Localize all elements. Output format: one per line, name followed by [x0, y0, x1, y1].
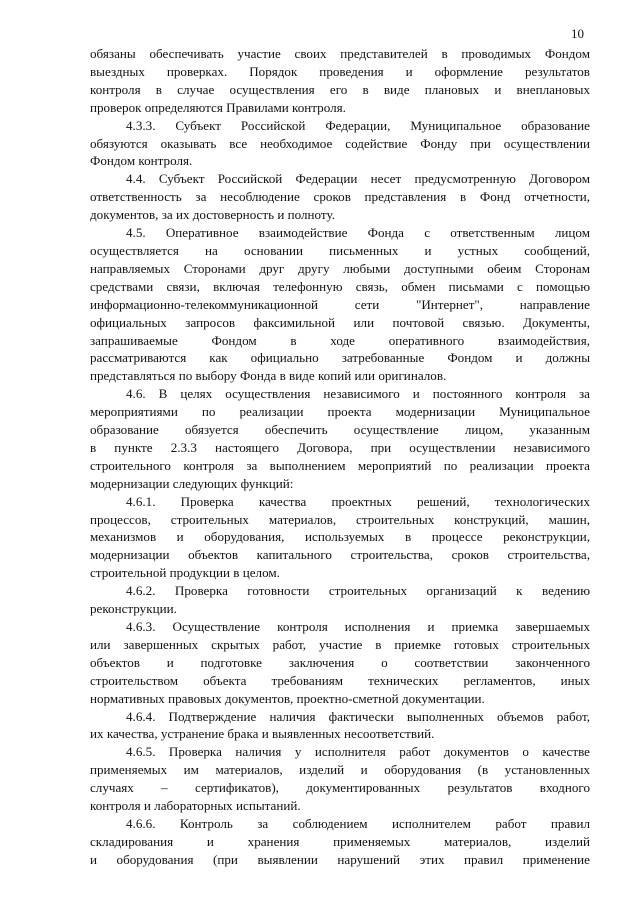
- text-line: 4.5. Оперативное взаимодействие Фонда с ответственным лицом: [126, 225, 590, 241]
- paragraph-4-6-3: [90, 618, 590, 708]
- paragraph-cont: [90, 45, 590, 117]
- text-line: документов, за их достоверность и полноту.: [90, 207, 335, 223]
- text-line: информационно-телекоммуникационной сети "Интернет", направление: [90, 296, 590, 312]
- text-line: 4.3.3. Субъект Российской Федерации, Муниципальное образование: [126, 117, 590, 133]
- text-line: образование обязуется обеспечить осуществление лицом, указанным: [90, 422, 590, 438]
- text-line: процессов, строительных материалов, строительных конструкций, машин,: [90, 511, 590, 527]
- text-line: средствами связи, включая телефонную связь, обмен письмами с помощью: [90, 278, 590, 294]
- text-line: официальных запросов факсимильной или почтовой связью. Документы,: [90, 314, 590, 330]
- text-line: рассматриваются как официально затребованные Фондом и должны: [90, 350, 590, 366]
- text-line: применяемых им материалов, изделий и оборудования (в установленных: [90, 762, 590, 778]
- text-line: осуществляется на основании письменных и устных сообщений,: [90, 242, 590, 258]
- text-line: строительством объекта требованиям технических регламентов, иных: [90, 672, 590, 688]
- text-line: или завершенных скрытых работ, участие в приемке готовых строительных: [90, 636, 590, 652]
- text-line: 4.6.2. Проверка готовности строительных организаций к ведению: [126, 583, 590, 599]
- text-line: выездных проверках. Порядок проведения и оформление результатов: [90, 63, 590, 79]
- text-line: 4.4. Субъект Российской Федерации несет предусмотренную Договором: [126, 171, 590, 187]
- text-line: 4.6. В целях осуществления независимого и постоянного контроля за: [126, 386, 590, 402]
- text-line: проверок определяются Правилами контроля.: [90, 99, 346, 115]
- text-line: направляемых Сторонами друг другу любыми доступными обеим Сторонам: [90, 260, 590, 276]
- paragraph-4-6-2: [90, 582, 590, 618]
- text-line: контроля и лабораторных испытаний.: [90, 798, 301, 814]
- text-line: случаях – сертификатов), документированных результатов входного: [90, 780, 590, 796]
- text-line: механизмов и оборудования, используемых в процессе реконструкции,: [90, 529, 590, 545]
- text-line: Фондом контроля.: [90, 153, 193, 169]
- text-line: 4.6.1. Проверка качества проектных решений, технологических: [126, 493, 590, 509]
- text-line: строительной продукции в целом.: [90, 565, 280, 581]
- paragraph-4-5: [90, 224, 590, 385]
- text-line: модернизации объектов капитального строительства, сроков строительства,: [90, 547, 590, 563]
- paragraph-4-6-4: [90, 708, 590, 744]
- text-line: контроля в случае осуществления его в виде плановых и внеплановых: [90, 81, 590, 97]
- text-line: 4.6.4. Подтверждение наличия фактически выполненных объемов работ,: [126, 708, 590, 724]
- document-body: [90, 45, 590, 869]
- text-line: объектов и подготовке заключения о соответствии законченного: [90, 654, 590, 670]
- text-line: их качества, устранение брака и выявленных несоответствий.: [90, 726, 435, 742]
- text-line: обязаны обеспечивать участие своих представителей в проводимых Фондом: [90, 46, 590, 61]
- text-line: в пункте 2.3.3 настоящего Договора, при осуществлении независимого: [90, 439, 590, 455]
- text-line: представляться по выбору Фонда в виде копий или оригиналов.: [90, 368, 447, 384]
- text-line: 4.6.6. Контроль за соблюдением исполнителем работ правил: [126, 815, 590, 831]
- paragraph-4-6-5: [90, 743, 590, 815]
- text-line: обязуются оказывать все необходимое содействие Фонду при осуществлении: [90, 135, 590, 151]
- text-line: и оборудования (при выявлении нарушений этих правил применение: [90, 851, 590, 867]
- paragraph-4-4: [90, 170, 590, 224]
- text-line: 4.6.3. Осуществление контроля исполнения и приемка завершаемых: [126, 619, 590, 634]
- text-line: складирования и хранения применяемых материалов, изделий: [90, 833, 590, 849]
- text-line: мероприятиями по реализации проекта модернизации Муниципальное: [90, 404, 590, 420]
- page-number: 10: [571, 26, 584, 41]
- text-line: 4.6.5. Проверка наличия у исполнителя работ документов о качестве: [126, 744, 590, 760]
- text-line: реконструкции.: [90, 601, 177, 617]
- text-line: строительного контроля за выполнением мероприятий по реализации проекта: [90, 457, 590, 473]
- paragraph-4-6: [90, 385, 590, 492]
- text-line: нормативных правовых документов, проектно-сметной документации.: [90, 690, 485, 706]
- text-line: запрашиваемые Фондом в ходе оперативного взаимодействия,: [90, 332, 590, 348]
- paragraph-4-3-3: [90, 117, 590, 171]
- text-line: модернизации следующих функций:: [90, 475, 294, 491]
- text-line: ответственность за несоблюдение сроков представления в Фонд отчетности,: [90, 189, 590, 205]
- paragraph-4-6-6: [90, 815, 590, 869]
- paragraph-4-6-1: [90, 493, 590, 583]
